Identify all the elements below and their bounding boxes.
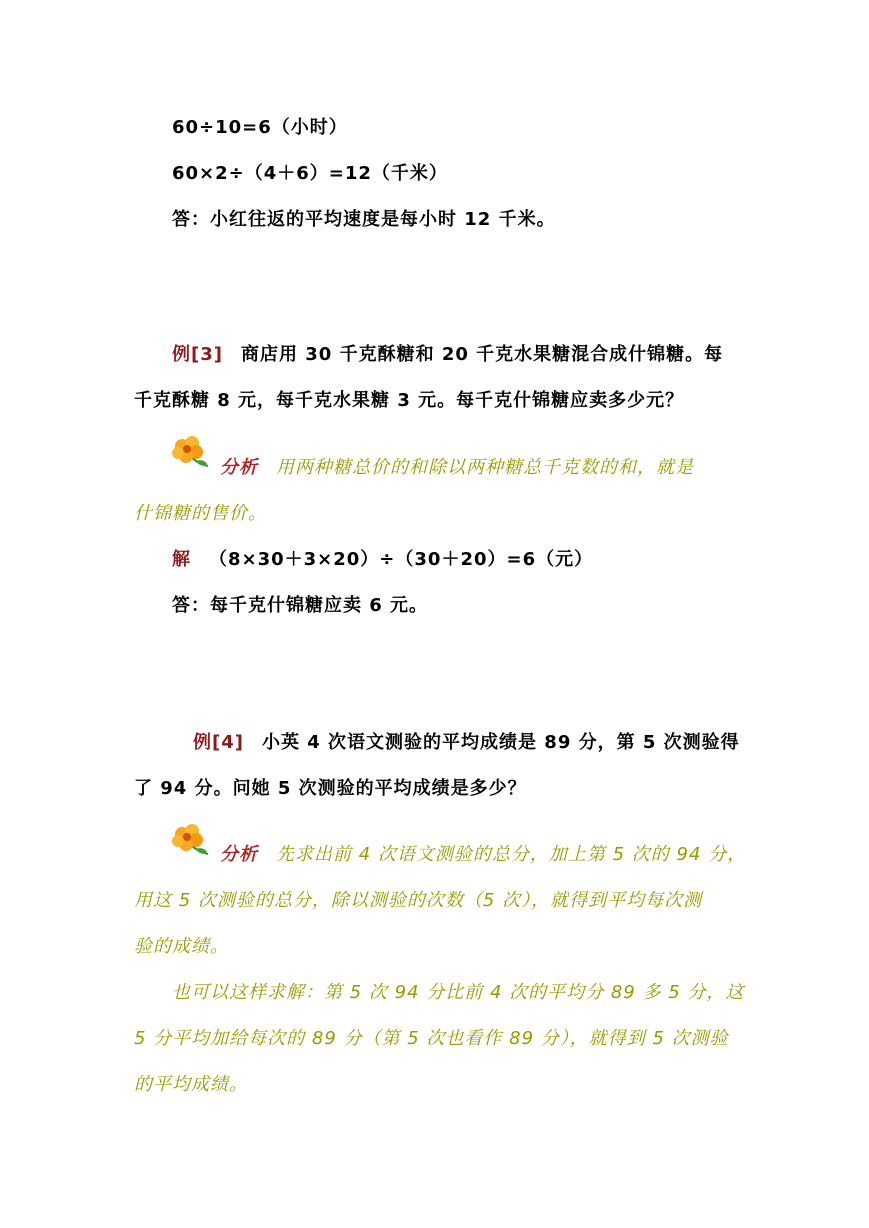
example3-analysis-line1	[220, 456, 830, 480]
flower-icon	[172, 824, 212, 858]
example3-answer: 答：每千克什锦糖应卖 6 元。	[172, 595, 429, 616]
example4-question-line2: 了 94 分。问她 5 次测验的平均成绩是多少？	[134, 778, 527, 799]
example4-question-text1: 小英 4 次语文测验的平均成绩是 89 分，第 5 次测验得	[261, 732, 740, 753]
calc-line-1: 60÷10=6（小时）	[172, 117, 348, 138]
example4-alt-line2: 5 分平均加给每次的 89 分（第 5 次也看作 89 分），就得到 5 次测验	[134, 1028, 729, 1049]
example3-question-line1	[172, 343, 782, 367]
example3-question-text1: 商店用 30 千克酥糖和 20 千克水果糖混合成什锦糖。每	[240, 344, 724, 365]
example4-label: 例[4]	[193, 732, 244, 753]
example3-solution-line	[172, 548, 782, 572]
flower-icon	[172, 436, 212, 470]
example4-question-line1	[193, 731, 803, 755]
example3-label: 例[3]	[172, 344, 223, 365]
answer-1: 答：小红往返的平均速度是每小时 12 千米。	[172, 209, 556, 230]
example3-solution-label: 解	[172, 549, 191, 570]
example3-analysis-label: 分析	[220, 457, 258, 478]
example4-analysis-label: 分析	[220, 844, 258, 865]
example4-analysis-text1: 先求出前 4 次语文测验的总分，加上第 5 次的 94 分，	[276, 844, 747, 865]
example4-analysis-line1	[220, 843, 830, 867]
example3-analysis-line2: 什锦糖的售价。	[134, 503, 267, 524]
example3-solution-text: （8×30＋3×20）÷（30＋20）=6（元）	[209, 549, 594, 570]
calc-line-2: 60×2÷（4＋6）=12（千米）	[172, 163, 448, 184]
example4-analysis-line3: 验的成绩。	[134, 936, 229, 957]
example4-analysis-line2: 用这 5 次测验的总分，除以测验的次数（5 次），就得到平均每次测	[134, 890, 703, 911]
example4-alt-line1: 也可以这样求解：第 5 次 94 分比前 4 次的平均分 89 多 5 分，这	[172, 982, 745, 1003]
example3-question-line2: 千克酥糖 8 元，每千克水果糖 3 元。每千克什锦糖应卖多少元？	[134, 390, 685, 411]
example4-alt-line3: 的平均成绩。	[134, 1074, 248, 1095]
example3-analysis-text1: 用两种糖总价的和除以两种糖总千克数的和，就是	[276, 457, 694, 478]
